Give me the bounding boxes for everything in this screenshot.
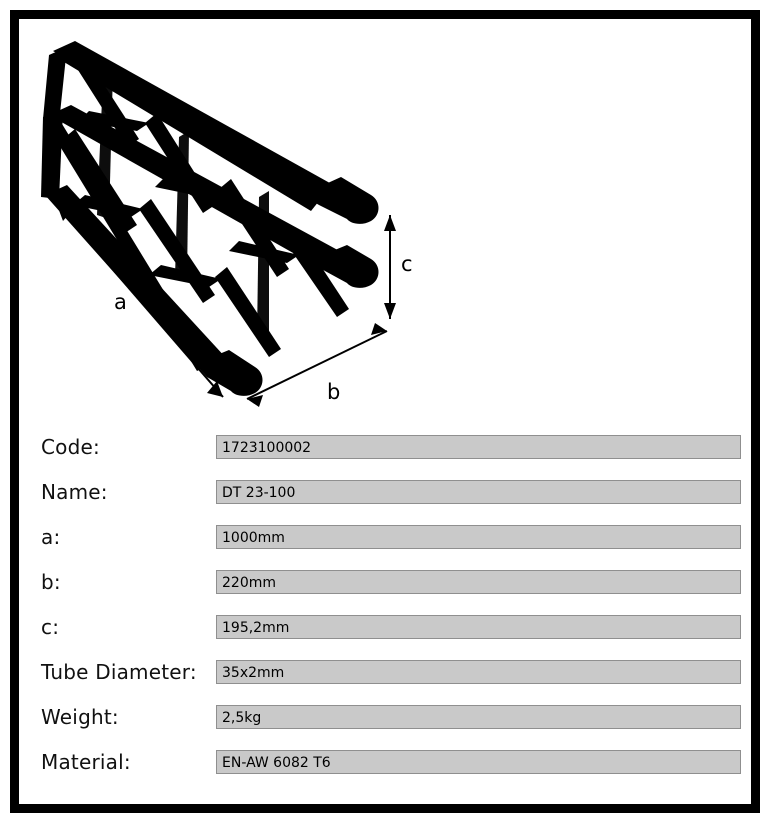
spec-value-dimension-c[interactable]: 195,2mm — [216, 615, 741, 639]
arrowhead-c-top — [384, 215, 396, 231]
spec-label-material: Material: — [41, 749, 131, 774]
spec-value-dimension-a[interactable]: 1000mm — [216, 525, 741, 549]
spec-row-material — [41, 739, 741, 784]
truss-technical-drawing — [19, 19, 751, 419]
spec-row-weight — [41, 694, 741, 739]
spec-label-tube-diameter: Tube Diameter: — [41, 659, 197, 684]
spec-row-name — [41, 469, 741, 514]
page-border-frame — [10, 10, 760, 813]
dimension-label-b: b — [327, 380, 341, 404]
dimension-label-c: c — [401, 252, 413, 276]
spec-label-name: Name: — [41, 479, 108, 504]
spec-label-dimension-b: b: — [41, 569, 61, 594]
spec-row-code — [41, 424, 741, 469]
spec-row-dimension-c — [41, 604, 741, 649]
page-content — [19, 19, 751, 804]
spec-label-weight: Weight: — [41, 704, 119, 729]
spec-value-material[interactable]: EN-AW 6082 T6 — [216, 750, 741, 774]
dimension-label-a: a — [114, 290, 127, 314]
dimension-line-a — [57, 205, 223, 397]
specification-table — [41, 424, 741, 784]
spec-value-name[interactable]: DT 23-100 — [216, 480, 741, 504]
spec-label-code: Code: — [41, 434, 100, 459]
spec-label-dimension-c: c: — [41, 614, 60, 639]
truss-illustration-body — [41, 41, 379, 396]
spec-value-code[interactable]: 1723100002 — [216, 435, 741, 459]
spec-row-dimension-b — [41, 559, 741, 604]
spec-row-tube-diameter — [41, 649, 741, 694]
spec-row-dimension-a — [41, 514, 741, 559]
spec-value-dimension-b[interactable]: 220mm — [216, 570, 741, 594]
arrowhead-c-bottom — [384, 303, 396, 319]
spec-value-weight[interactable]: 2,5kg — [216, 705, 741, 729]
spec-label-dimension-a: a: — [41, 524, 61, 549]
spec-value-tube-diameter[interactable]: 35x2mm — [216, 660, 741, 684]
